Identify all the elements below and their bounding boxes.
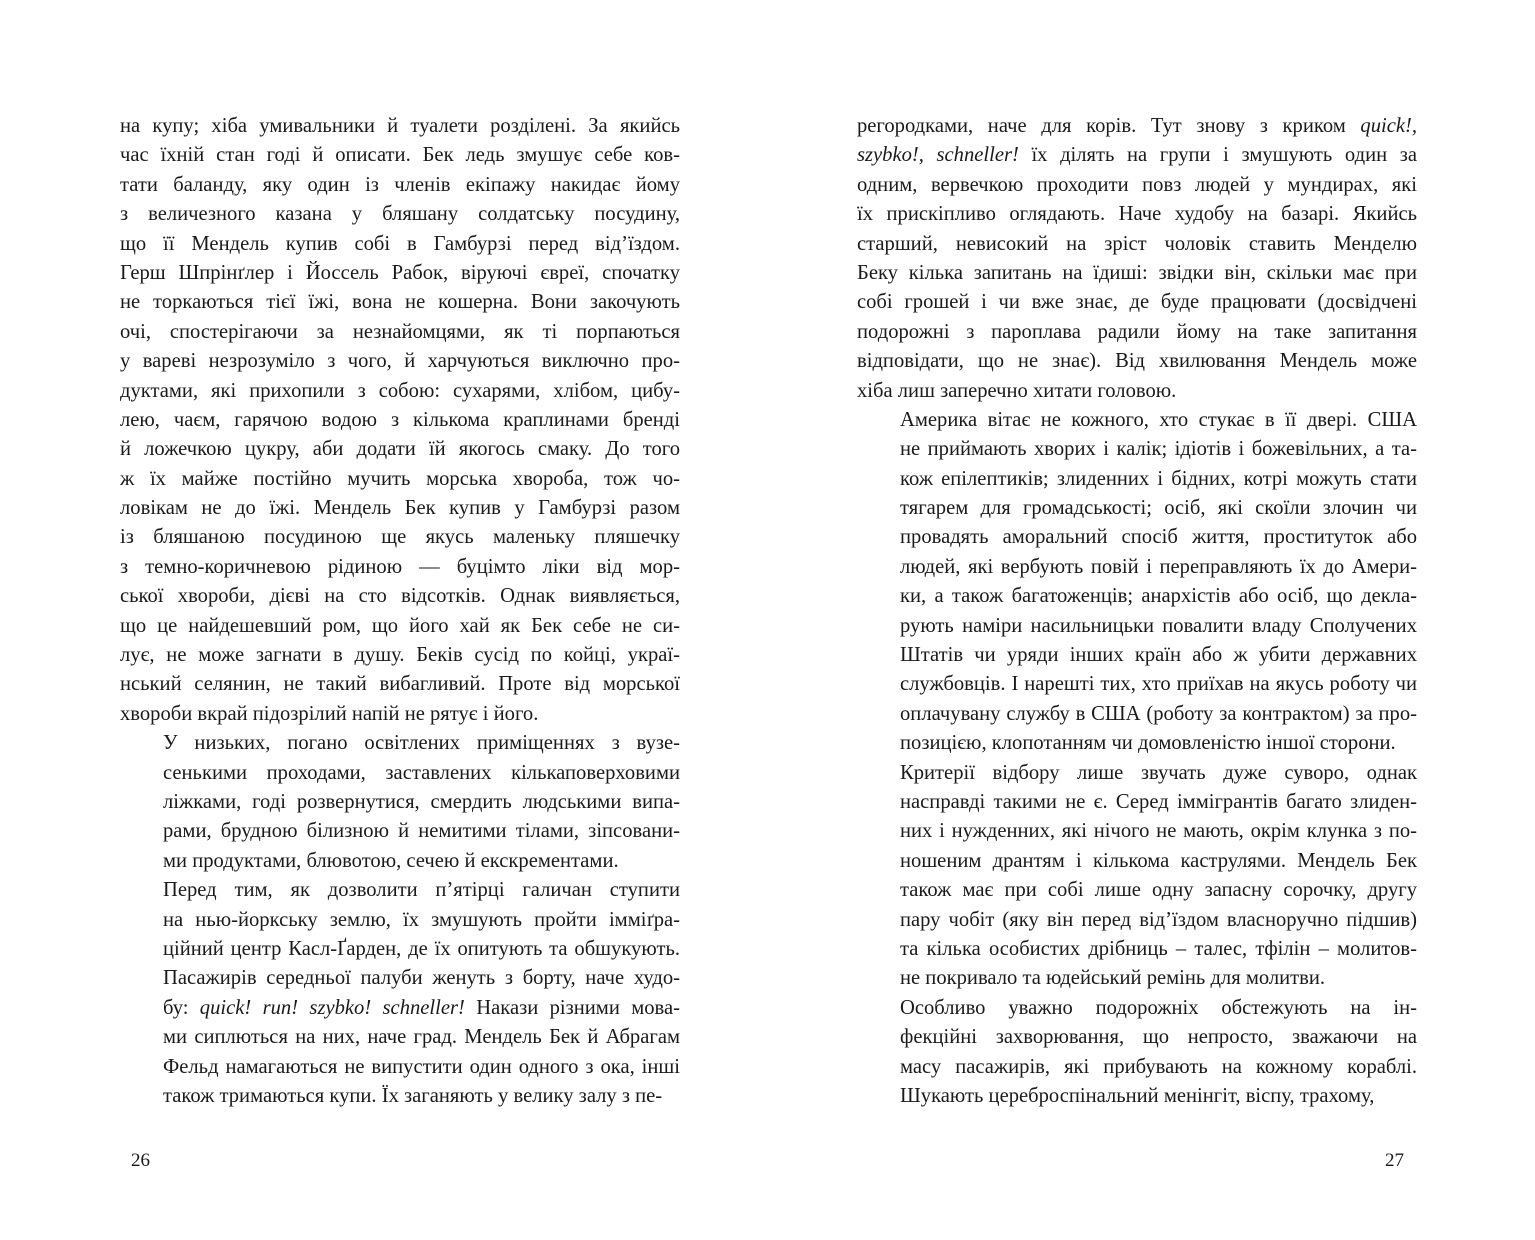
- right-page: [768, 0, 1535, 1240]
- right-page-number: 27: [1385, 1150, 1404, 1171]
- text-line: Пасажирів середньої палуби женуть з борту, наче худо-: [163, 967, 680, 990]
- text-line: ки, а також багатоженців; анархістів або осіб, що декла-: [900, 585, 1417, 608]
- text-line: з темно-коричневою рідиною — буцімто ліки від мор-: [120, 555, 680, 578]
- paragraph: [120, 112, 680, 729]
- left-page: [0, 0, 767, 1240]
- text-line: Штатів чи уряди інших країн або ж убити державних: [900, 644, 1417, 667]
- text-line: szybko!, schneller! їх ділять на групи і змушують один за: [857, 144, 1417, 167]
- text-line: них і нужденних, які нічого не мають, окрім клунка з по-: [900, 820, 1417, 843]
- text-line: відповідати, що не знає). Від хвилювання Мендель може: [857, 350, 1417, 373]
- text-line: кож епілептиків; злиденних і бідних, котрі можуть стати: [900, 467, 1417, 490]
- left-page-text: [120, 112, 680, 1111]
- text-line: не покривало та юдейський ремінь для молитви.: [900, 967, 1326, 990]
- text-line: з величезного казана у бляшану солдатську посудину,: [120, 203, 680, 226]
- text-line: лує, не може загнати в душу. Беків сусід по койці, украї-: [120, 644, 680, 667]
- text-line: ційний центр Касл-Ґарден, де їх опитують та обшукують.: [163, 937, 680, 960]
- text-line: хіба лиш заперечно хитати головою.: [857, 379, 1177, 402]
- paragraph: [120, 729, 680, 876]
- left-page-number: 26: [131, 1150, 150, 1171]
- text-line: що її Мендель купив собі в Гамбурзі перед від’їздом.: [120, 232, 680, 255]
- text-line: на купу; хіба умивальники й туалети розділені. За якийсь: [120, 115, 680, 137]
- text-line: лею, чаєм, гарячою водою з кількома краплинами бренді: [120, 408, 680, 431]
- text-line: Беку кілька запитань на їдиші: звідки він, скільки має при: [857, 261, 1417, 284]
- text-line: Фельд намагаються не випустити один одного з ока, інші: [163, 1055, 680, 1078]
- text-line: регородками, наче для корів. Тут знову з криком quick!,: [857, 115, 1417, 137]
- text-line: рують наміри насильницьки повалити владу Сполучених: [900, 614, 1417, 637]
- text-line: Критерії відбору лише звучать дуже суворо, однак: [900, 761, 1417, 784]
- text-line: Перед тим, як дозволити п’ятірці галичан ступити: [163, 879, 680, 902]
- right-page-text: [857, 112, 1417, 1111]
- text-line: на нью-йоркську землю, їх змушують пройти імміґра-: [163, 908, 680, 931]
- paragraph: [857, 759, 1417, 994]
- text-line: тати баланду, яку один із членів екіпажу накидає йому: [120, 173, 680, 196]
- text-line: позицією, клопотанням чи домовленістю іншої сторони.: [900, 732, 1396, 755]
- text-line: не торкаються тієї їжі, вона не кошерна. Вони закочують: [120, 291, 680, 314]
- text-line: бу: quick! run! szybko! schneller! Накази різними мова-: [163, 996, 680, 1019]
- text-line: ми продуктами, блювотою, сечею й екскрементами.: [163, 849, 619, 872]
- text-line: ми сиплються на них, наче град. Мендель Бек й Абрагам: [163, 1026, 680, 1049]
- text-line: дуктами, які прихопили з собою: сухарями, хлібом, цибу-: [120, 379, 680, 402]
- paragraph: [857, 112, 1417, 406]
- text-line: службовців. І нарешті тих, хто приїхав на якусь роботу чи: [900, 673, 1417, 696]
- text-line: очі, спостерігаючи за незнайомцями, як ті порпаються: [120, 320, 680, 343]
- text-line: їх прискіпливо оглядають. Наче худобу на базарі. Якийсь: [857, 203, 1417, 226]
- text-line: собі грошей і чи вже знає, де буде працювати (досвідчені: [857, 291, 1417, 314]
- text-line: ж їх майже постійно мучить морська хвороба, тож чо-: [120, 467, 680, 490]
- text-line: пару чобіт (яку він перед від’їздом власноручно підшив): [900, 908, 1417, 931]
- text-line: не приймають хворих і калік; ідіотів і божевільних, а та-: [900, 438, 1417, 461]
- italic-foreign-words: szybko!, schneller!: [857, 144, 1019, 167]
- paragraph: [857, 994, 1417, 1112]
- text-line: оплачувану службу в США (роботу за контрактом) за про-: [900, 702, 1417, 725]
- text-line: подорожні з пароплава радили йому на таке запитання: [857, 320, 1417, 343]
- text-line: ліжками, годі розвернутися, смердить людськими випа-: [163, 790, 680, 813]
- text-line: рами, брудною білизною й немитими тілами, зіпсовани-: [163, 820, 680, 843]
- text-line: людей, які вербують повій і переправляють їх до Амери-: [900, 555, 1417, 578]
- text-line: Америка вітає не кожного, хто стукає в її двері. США: [900, 408, 1417, 431]
- text-line: насправді такими не є. Серед іммігрантів багато злиден-: [900, 790, 1417, 813]
- text-line: масу пасажирів, які прибувають на кожному кораблі.: [900, 1055, 1417, 1078]
- text-line: час їхній стан годі й описати. Бек ледь змушує себе ков-: [120, 144, 680, 167]
- paragraph: [120, 876, 680, 1111]
- text-line: Герш Шпрінґлер і Йоссель Рабок, віруючі євреї, спочатку: [120, 261, 680, 284]
- text-line: У низьких, погано освітлених приміщеннях з вузе-: [163, 732, 680, 755]
- italic-foreign-words: quick!,: [1360, 115, 1417, 137]
- text-line: у вареві незрозуміло з чого, й харчуються виключно про-: [120, 350, 680, 373]
- text-line: Особливо уважно подорожніх обстежують на ін-: [900, 996, 1417, 1019]
- text-line: із бляшаною посудиною ще якусь маленьку пляшечку: [120, 526, 680, 549]
- text-line: одним, вервечкою проходити повз людей у мундирах, які: [857, 173, 1417, 196]
- text-line: старший, невисокий на зріст чоловік ставить Менделю: [857, 232, 1417, 255]
- text-line: ношеним дрантям і кількома каструлями. Мендель Бек: [900, 849, 1417, 872]
- text-line: Шукають цереброспінальний менінгіт, віспу, трахому,: [900, 1084, 1375, 1107]
- text-line: тягарем для громадськості; осіб, які скоїли злочин чи: [900, 497, 1417, 520]
- text-line: також тримаються купи. Їх заганяють у велику залу з пе-: [163, 1084, 663, 1107]
- text-line: ської хвороби, дієві на сто відсотків. Однак виявляється,: [120, 585, 680, 608]
- text-line: провадять аморальний спосіб життя, проституток або: [900, 526, 1417, 549]
- text-line: нський селянин, не такий вибагливий. Проте від морської: [120, 673, 680, 696]
- text-line: хвороби вкрай підозрілий напій не рятує і його.: [120, 702, 539, 725]
- italic-foreign-words: quick! run! szybko! schneller!: [199, 996, 465, 1019]
- text-line: також має при собі лише одну запасну сорочку, другу: [900, 879, 1417, 902]
- paragraph: [857, 406, 1417, 759]
- text-line: сенькими проходами, заставлених кількаповерховими: [163, 761, 680, 784]
- text-line: фекційні захворювання, що непросто, зважаючи на: [900, 1026, 1417, 1049]
- text-line: ловікам не до їжі. Мендель Бек купив у Гамбурзі разом: [120, 497, 680, 520]
- text-line: що це найдешевший ром, що його хай як Бек себе не си-: [120, 614, 680, 637]
- text-line: й ложечкою цукру, аби додати їй якогось смаку. До того: [120, 438, 680, 461]
- text-line: та кілька особистих дрібниць – талес, тфілін – молитов-: [900, 937, 1417, 960]
